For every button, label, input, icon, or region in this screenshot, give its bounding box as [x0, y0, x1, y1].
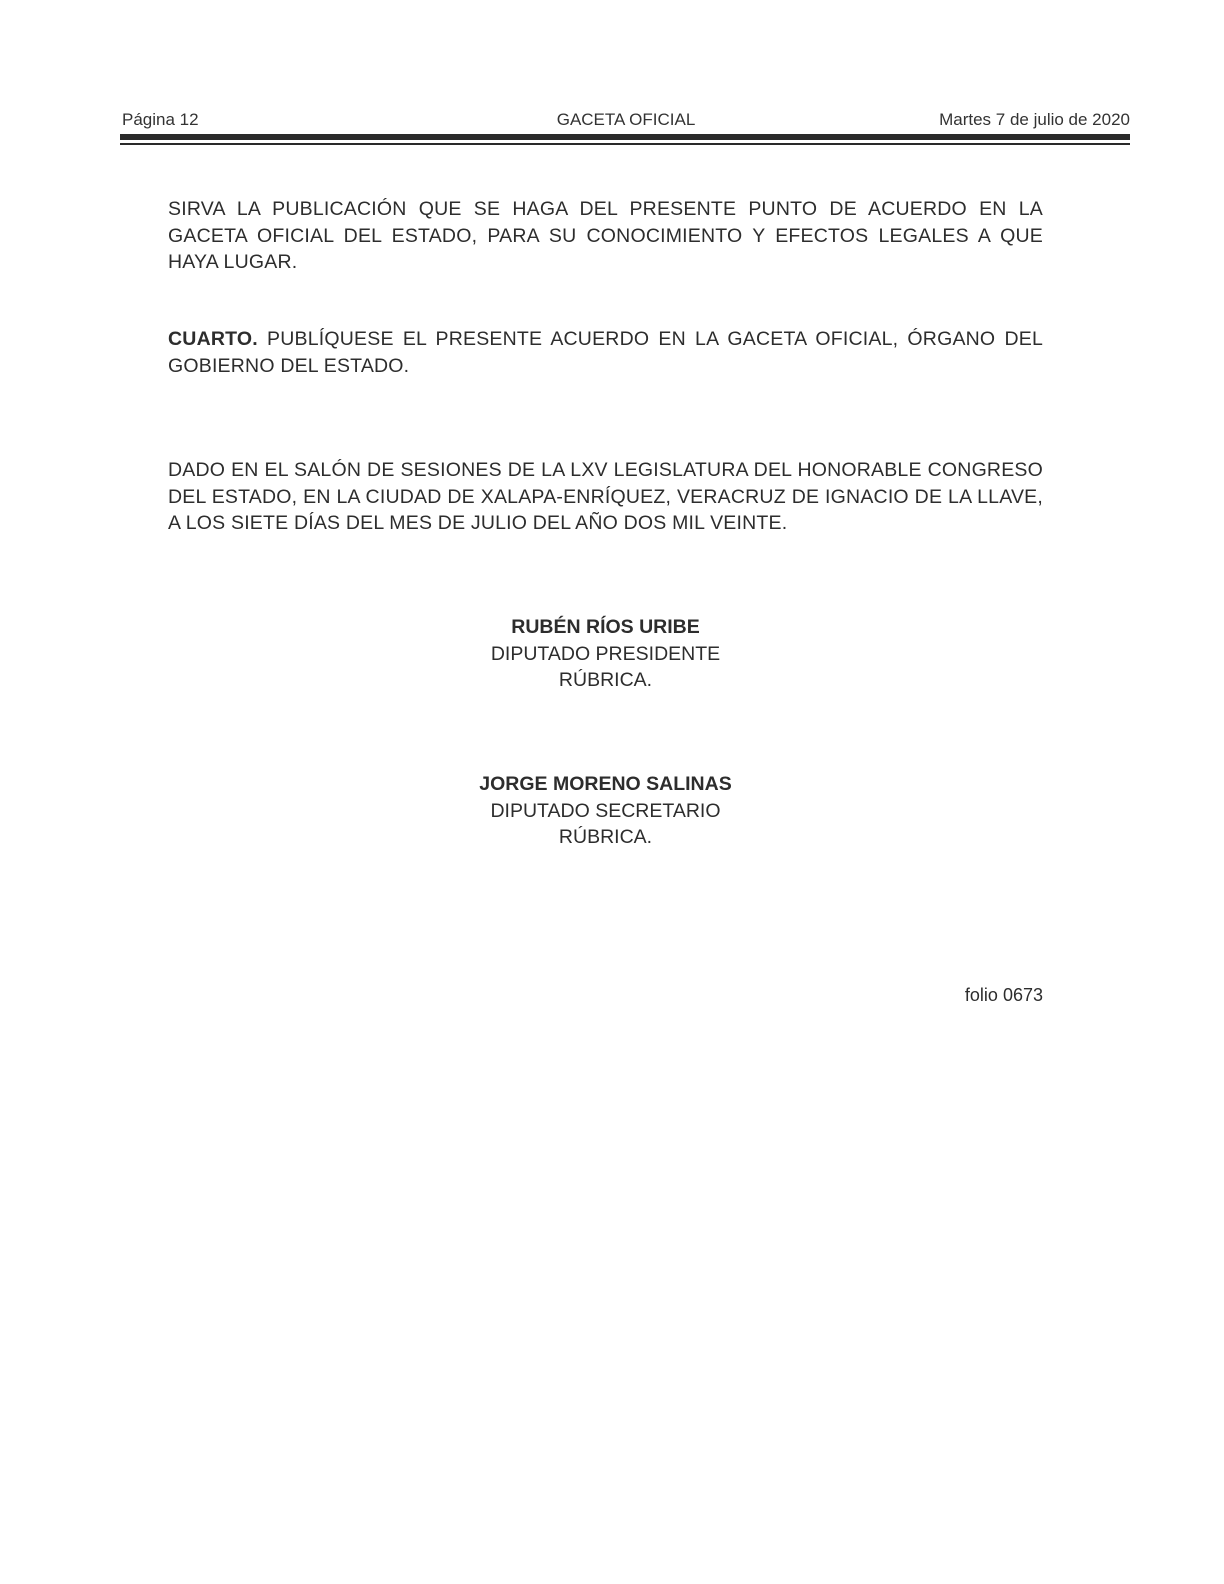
- signatory-title: DIPUTADO PRESIDENTE: [490, 642, 721, 665]
- page-number: Página 12: [122, 110, 199, 129]
- signatory-rubrica: RÚBRICA.: [558, 826, 653, 848]
- paragraph-dado-en: DADO EN EL SALÓN DE SESIONES DE LA LXV LEGISLATURA DEL HONORABLE CONGRESO DEL ESTADO, EN LA CIUDAD DE XALAPA-ENRÍQUEZ, VERACRUZ DE IGNACIO DE LA LLAVE, A LOS SIETE DÍAS DEL MES DE JULIO DEL AÑO DOS MIL VEINTE.: [168, 459, 1043, 534]
- paragraph-cuarto: [168, 326, 1043, 379]
- folio-number: folio 0673: [964, 985, 1043, 1005]
- publication-date: Martes 7 de julio de 2020: [939, 110, 1130, 129]
- signatory-rubrica: RÚBRICA.: [558, 669, 653, 691]
- paragraph-cuarto-text: PUBLÍQUESE EL PRESENTE ACUERDO EN LA GACETA OFICIAL, ÓRGANO DEL GOBIERNO DEL ESTADO.: [168, 328, 1043, 377]
- signatory-name: JORGE MORENO SALINAS: [479, 773, 732, 795]
- paragraph-publication: SIRVA LA PUBLICACIÓN QUE SE HAGA DEL PRESENTE PUNTO DE ACUERDO EN LA GACETA OFICIAL DEL ESTADO, PARA SU CONOCIMIENTO Y EFECTOS LEGALES A QUE HAYA LUGAR.: [168, 198, 1043, 273]
- paragraph-cuarto-lead: CUARTO.: [168, 328, 258, 350]
- header-rule-thin: [120, 143, 1130, 145]
- signatory-name: RUBÉN RÍOS URIBE: [511, 616, 700, 638]
- page-header: [122, 108, 1130, 134]
- signature-block-president: [168, 614, 1043, 694]
- publication-title: GACETA OFICIAL: [556, 110, 696, 129]
- signatory-title: DIPUTADO SECRETARIO: [490, 799, 721, 822]
- header-rule-thick: [120, 134, 1130, 140]
- signature-block-secretary: [168, 771, 1043, 851]
